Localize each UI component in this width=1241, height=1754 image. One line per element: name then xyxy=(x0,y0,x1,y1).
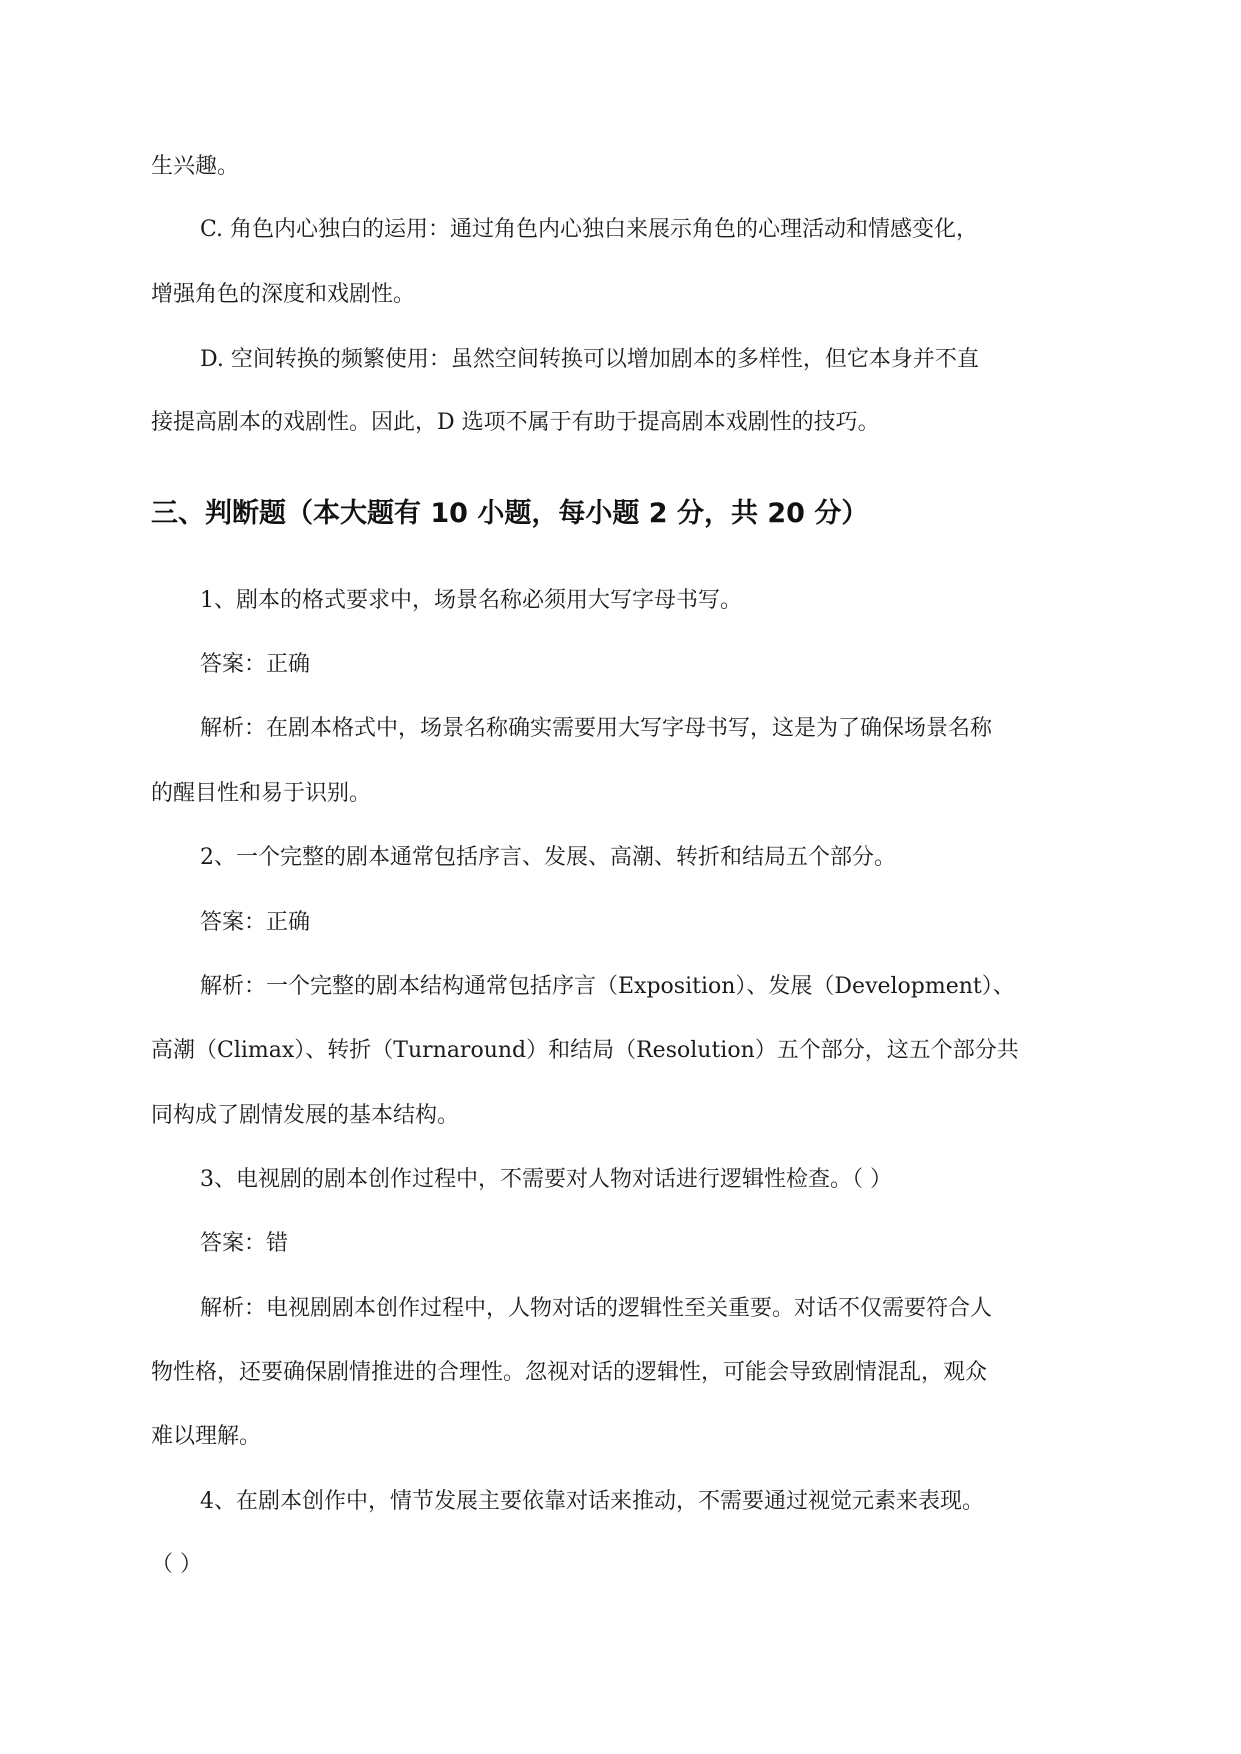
answer-3: 答案：错 xyxy=(200,1231,289,1256)
analysis-3-line: 解析：电视剧剧本创作过程中，人物对话的逻辑性至关重要。对话不仅需要符合人 xyxy=(200,1296,993,1321)
section-heading: 三、判断题（本大题有 10 小题，每小题 2 分，共 20 分） xyxy=(151,498,869,529)
paragraph-line: 增强角色的深度和戏剧性。 xyxy=(151,282,416,307)
analysis-3-line: 物性格，还要确保剧情推进的合理性。忽视对话的逻辑性，可能会导致剧情混乱，观众 xyxy=(151,1360,988,1385)
question-2: 2、一个完整的剧本通常包括序言、发展、高潮、转折和结局五个部分。 xyxy=(200,845,896,870)
question-1: 1、剧本的格式要求中，场景名称必须用大写字母书写。 xyxy=(200,588,742,613)
question-4: 4、在剧本创作中，情节发展主要依靠对话来推动，不需要通过视觉元素来表现。 xyxy=(200,1489,984,1514)
analysis-2-line: 同构成了剧情发展的基本结构。 xyxy=(151,1103,460,1128)
option-c-line: C. 角色内心独白的运用：通过角色内心独白来展示角色的心理活动和情感变化， xyxy=(200,217,979,242)
question-4-bracket: （ ） xyxy=(151,1552,202,1577)
answer-1: 答案：正确 xyxy=(200,652,311,677)
analysis-1-line: 的醒目性和易于识别。 xyxy=(151,781,372,806)
paragraph-line: 生兴趣。 xyxy=(151,154,240,179)
analysis-3-line: 难以理解。 xyxy=(151,1424,262,1449)
analysis-2-line: 解析：一个完整的剧本结构通常包括序言（Exposition）、发展（Development）、 xyxy=(200,974,1015,999)
answer-2: 答案：正确 xyxy=(200,910,311,935)
question-3: 3、电视剧的剧本创作过程中，不需要对人物对话进行逻辑性检查。（ ） xyxy=(200,1167,892,1192)
option-d-line: D. 空间转换的频繁使用：虽然空间转换可以增加剧本的多样性，但它本身并不直 xyxy=(200,347,979,372)
analysis-2-line: 高潮（Climax）、转折（Turnaround）和结局（Resolution）五个部分，这五个部分共 xyxy=(151,1038,1019,1063)
analysis-1-line: 解析：在剧本格式中，场景名称确实需要用大写字母书写，这是为了确保场景名称 xyxy=(200,716,993,741)
paragraph-line: 接提高剧本的戏剧性。因此，D 选项不属于有助于提高剧本戏剧性的技巧。 xyxy=(151,410,880,435)
